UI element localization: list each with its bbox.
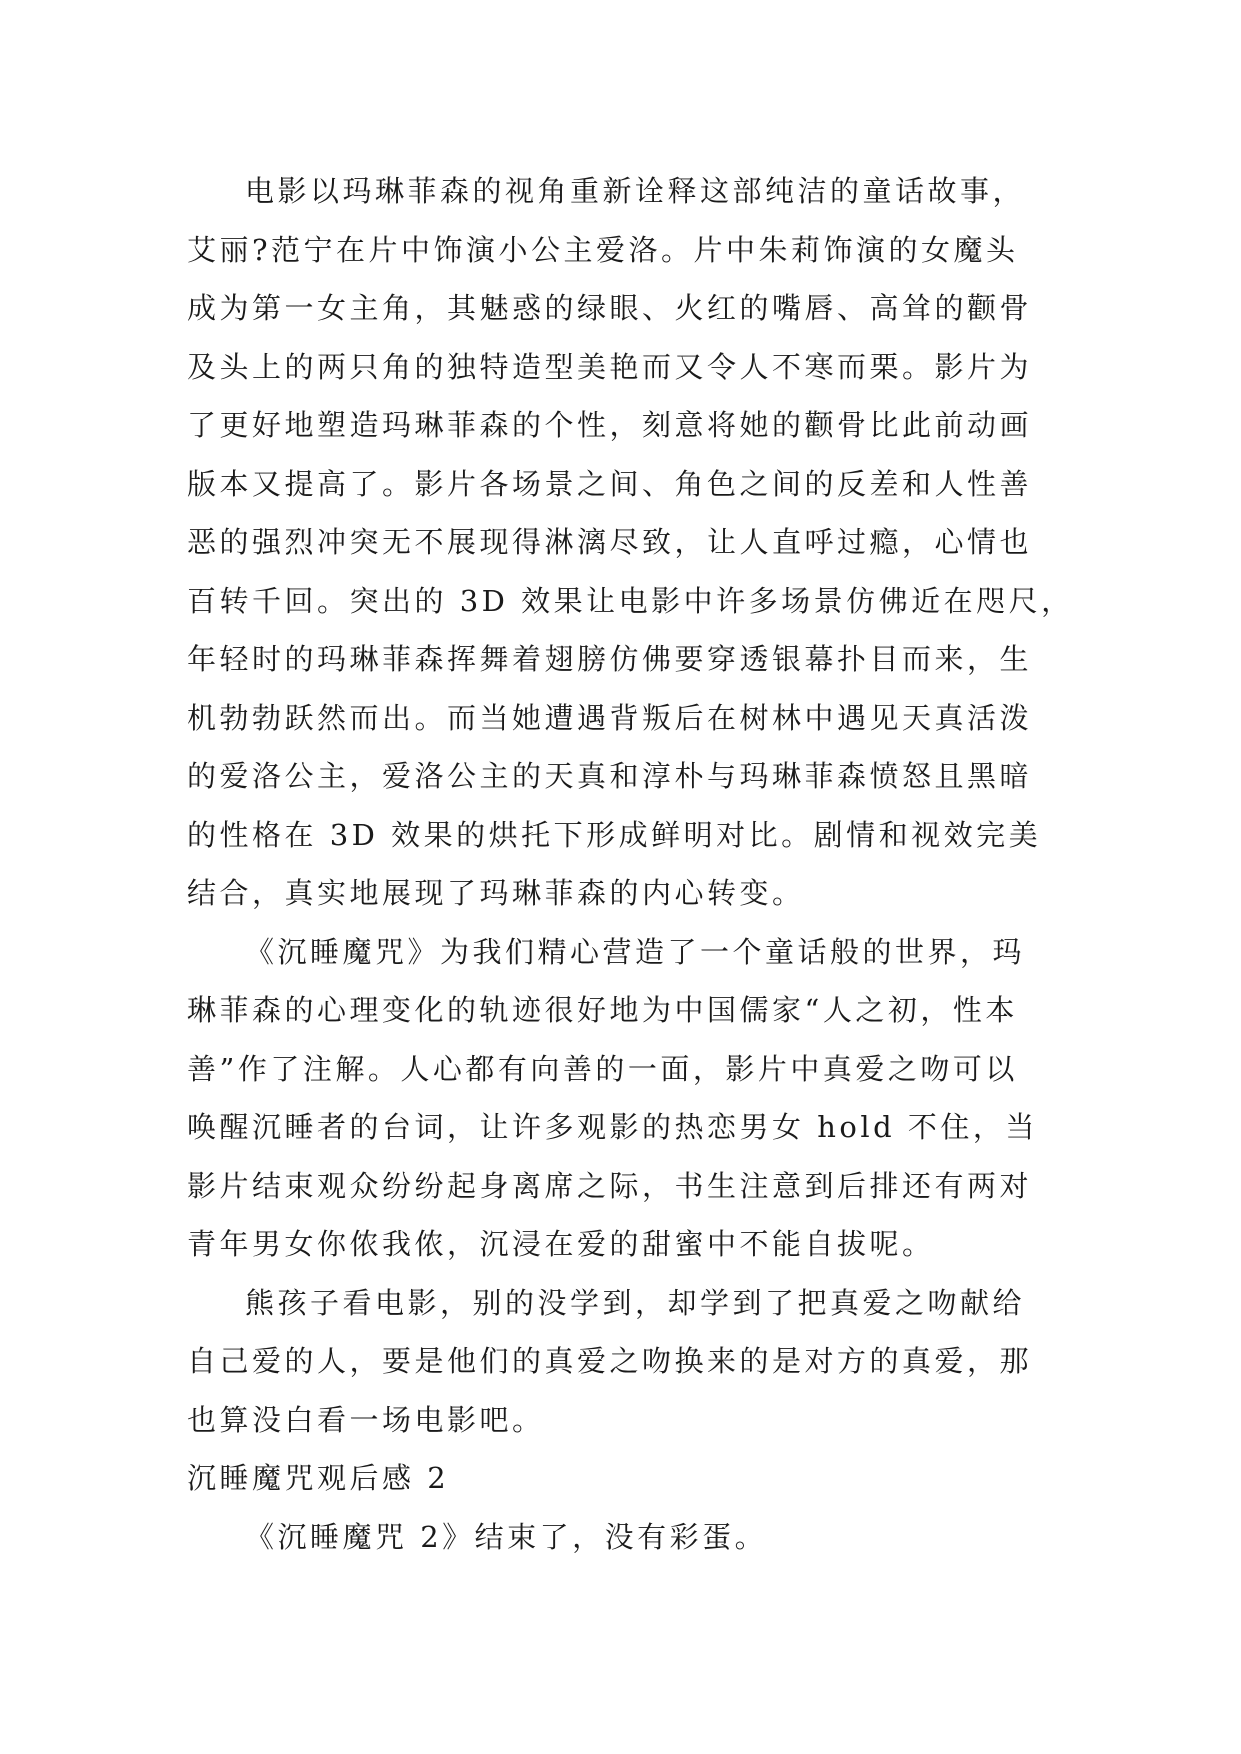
text-line: 版本又提高了。影片各场景之间、角色之间的反差和人性善 bbox=[187, 466, 1033, 501]
paragraph-3 bbox=[187, 1274, 1057, 1450]
text-line: 的爱洛公主，爱洛公主的天真和淳朴与玛琳菲森愤怒且黑暗 bbox=[187, 759, 1033, 793]
paragraph-4 bbox=[187, 1508, 1057, 1567]
text-line: 百转千回。突出的 3D 效果让电影中许多场景仿佛近在咫尺， bbox=[187, 583, 1074, 618]
text-line: 的性格在 3D 效果的烘托下形成鲜明对比。剧情和视效完美 bbox=[187, 817, 1042, 852]
text-line: 影片结束观众纷纷起身离席之际，书生注意到后排还有两对 bbox=[187, 1168, 1033, 1203]
text-line: 自己爱的人，要是他们的真爱之吻换来的是对方的真爱，那 bbox=[187, 1344, 1033, 1378]
paragraph-1 bbox=[187, 162, 1074, 923]
text-line: 结合，真实地展现了玛琳菲森的内心转变。 bbox=[187, 876, 805, 910]
text-line: 年轻时的玛琳菲森挥舞着翅膀仿佛要穿透银幕扑目而来，生 bbox=[187, 642, 1033, 676]
text-line: 唤醒沉睡者的台词，让许多观影的热恋男女 hold 不住，当 bbox=[187, 1110, 1038, 1144]
text-line: 琳菲森的心理变化的轨迹很好地为中国儒家“人之初，性本 bbox=[187, 993, 1018, 1027]
text-line: 了更好地塑造玛琳菲森的个性，刻意将她的颧骨比此前动画 bbox=[187, 408, 1033, 442]
text-line: 恶的强烈冲突无不展现得淋漓尽致，让人直呼过瘾，心情也 bbox=[187, 525, 1033, 559]
text-line: 《沉睡魔咒 2》结束了，没有彩蛋。 bbox=[245, 1519, 768, 1554]
text-line: 及头上的两只角的独特造型美艳而又令人不寒而栗。影片为 bbox=[187, 349, 1033, 384]
text-line: 电影以玛琳菲森的视角重新诠释这部纯洁的童话故事， bbox=[245, 174, 1026, 208]
section-heading bbox=[187, 1449, 1057, 1508]
document-body bbox=[187, 162, 1074, 1566]
heading-text: 沉睡魔咒观后感 2 bbox=[187, 1461, 450, 1495]
text-line: 机勃勃跃然而出。而当她遭遇背叛后在树林中遇见天真活泼 bbox=[187, 700, 1033, 735]
text-line: 《沉睡魔咒》为我们精心营造了一个童话般的世界，玛 bbox=[245, 934, 1026, 969]
text-line: 善”作了注解。人心都有向善的一面，影片中真爱之吻可以 bbox=[187, 1051, 1018, 1086]
text-line: 成为第一女主角，其魅惑的绿眼、火红的嘴唇、高耸的颧骨 bbox=[187, 291, 1033, 325]
text-line: 青年男女你侬我侬，沉浸在爱的甜蜜中不能自拔呢。 bbox=[187, 1227, 935, 1261]
text-line: 艾丽?范宁在片中饰演小公主爱洛。片中朱莉饰演的女魔头 bbox=[187, 232, 1019, 267]
text-line: 熊孩子看电影，别的没学到，却学到了把真爱之吻献给 bbox=[245, 1285, 1026, 1320]
paragraph-2 bbox=[187, 923, 1057, 1274]
text-line: 也算没白看一场电影吧。 bbox=[187, 1402, 545, 1437]
